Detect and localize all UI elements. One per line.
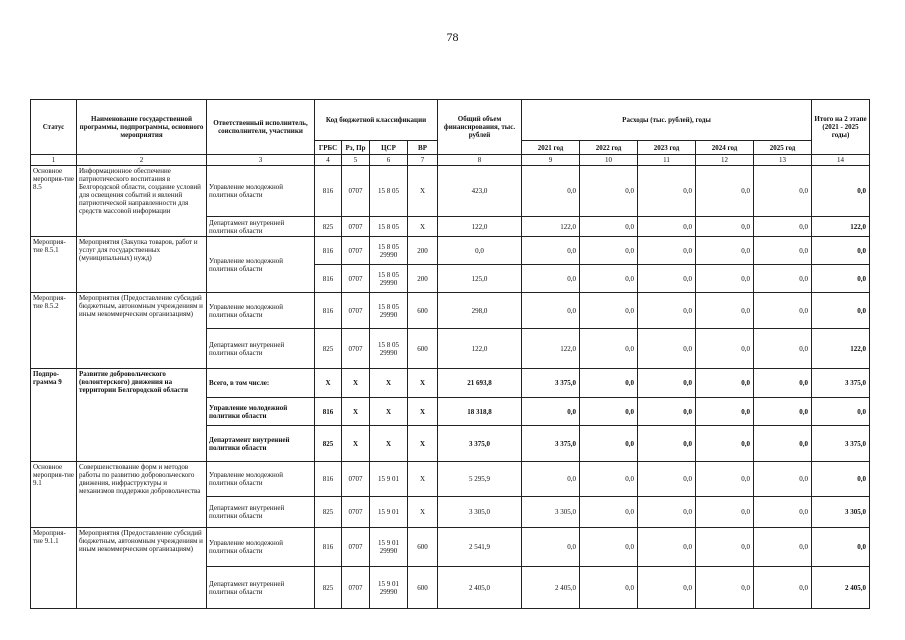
y2024-cell: 0,0 bbox=[696, 497, 754, 528]
y2022-cell: 0,0 bbox=[580, 329, 638, 369]
grbs-cell: 825 bbox=[315, 217, 342, 237]
csr-cell: 15 9 01 29990 bbox=[370, 528, 408, 567]
y2023-cell: 0,0 bbox=[638, 567, 696, 609]
header-name: Наименование государственной программы, подпрограммы, основного мероприятия bbox=[77, 100, 207, 155]
y2025-cell: 0,0 bbox=[754, 265, 812, 293]
table-row bbox=[31, 528, 870, 567]
rzpr-cell: 0707 bbox=[342, 293, 370, 329]
y2025-cell: 0,0 bbox=[754, 497, 812, 528]
rzpr-cell: 0707 bbox=[342, 237, 370, 265]
status-cell: Мероприя-тие 8.5.2 bbox=[31, 293, 77, 369]
column-number: 4 bbox=[315, 155, 342, 166]
name-cell: Информационное обеспечение патриотического воспитания в Белгородской области, создание условий для освещения событий и явлений патриотической направленности для средств массовой информации bbox=[77, 166, 207, 237]
header-expenses: Расходы (тыс. рублей), годы bbox=[522, 100, 812, 141]
csr-cell: 15 8 05 bbox=[370, 217, 408, 237]
grbs-cell: X bbox=[315, 369, 342, 398]
status-cell: Мероприя-тие 9.1.1 bbox=[31, 528, 77, 609]
header-2025: 2025 год bbox=[754, 141, 812, 155]
executor-cell: Управление молодежной политики области bbox=[207, 293, 315, 329]
rzpr-cell: 0707 bbox=[342, 497, 370, 528]
stage-total-cell: 122,0 bbox=[812, 217, 870, 237]
header-budget-code: Код бюджетной классификации bbox=[315, 100, 438, 141]
y2023-cell: 0,0 bbox=[638, 329, 696, 369]
grbs-cell: 816 bbox=[315, 237, 342, 265]
y2025-cell: 0,0 bbox=[754, 217, 812, 237]
stage-total-cell: 0,0 bbox=[812, 166, 870, 217]
vr-cell: 200 bbox=[408, 237, 438, 265]
executor-cell: Управление молодежной политики области bbox=[207, 237, 315, 293]
y2022-cell: 0,0 bbox=[580, 398, 638, 426]
y2021-cell: 122,0 bbox=[522, 329, 580, 369]
header-total: Общий объем финансирования, тыс. рублей bbox=[438, 100, 522, 155]
y2021-cell: 3 375,0 bbox=[522, 426, 580, 462]
status-cell: Основное мероприя-тие 8.5 bbox=[31, 166, 77, 237]
grbs-cell: 816 bbox=[315, 166, 342, 217]
grbs-cell: 825 bbox=[315, 426, 342, 462]
rzpr-cell: 0707 bbox=[342, 528, 370, 567]
status-cell: Основное мероприя-тие 9.1 bbox=[31, 462, 77, 528]
y2024-cell: 0,0 bbox=[696, 567, 754, 609]
y2021-cell: 0,0 bbox=[522, 398, 580, 426]
y2022-cell: 0,0 bbox=[580, 237, 638, 265]
y2022-cell: 0,0 bbox=[580, 293, 638, 329]
page-number: 78 bbox=[446, 30, 459, 44]
total-cell: 18 318,8 bbox=[438, 398, 522, 426]
executor-cell: Департамент внутренней политики области bbox=[207, 217, 315, 237]
y2025-cell: 0,0 bbox=[754, 398, 812, 426]
rzpr-cell: X bbox=[342, 398, 370, 426]
stage-total-cell: 2 405,0 bbox=[812, 567, 870, 609]
csr-cell: 15 8 05 29990 bbox=[370, 329, 408, 369]
y2021-cell: 0,0 bbox=[522, 166, 580, 217]
column-number: 7 bbox=[408, 155, 438, 166]
y2022-cell: 0,0 bbox=[580, 497, 638, 528]
y2025-cell: 0,0 bbox=[754, 462, 812, 497]
grbs-cell: 816 bbox=[315, 462, 342, 497]
y2021-cell: 0,0 bbox=[522, 237, 580, 265]
header-vr: ВР bbox=[408, 141, 438, 155]
status-cell: Подпро-грамма 9 bbox=[31, 369, 77, 462]
stage-total-cell: 0,0 bbox=[812, 293, 870, 329]
rzpr-cell: X bbox=[342, 369, 370, 398]
vr-cell: 600 bbox=[408, 567, 438, 609]
rzpr-cell: 0707 bbox=[342, 329, 370, 369]
rzpr-cell: 0707 bbox=[342, 462, 370, 497]
name-cell: Мероприятия (Предоставление субсидий бюджетным, автономным учреждениям и иным некоммерческим организациям) bbox=[77, 293, 207, 369]
rzpr-cell: 0707 bbox=[342, 217, 370, 237]
y2024-cell: 0,0 bbox=[696, 528, 754, 567]
executor-cell: Департамент внутренней политики области bbox=[207, 567, 315, 609]
header-2021: 2021 год bbox=[522, 141, 580, 155]
y2023-cell: 0,0 bbox=[638, 528, 696, 567]
grbs-cell: 825 bbox=[315, 497, 342, 528]
vr-cell: 600 bbox=[408, 329, 438, 369]
table-row bbox=[31, 369, 870, 398]
y2022-cell: 0,0 bbox=[580, 462, 638, 497]
column-number: 3 bbox=[207, 155, 315, 166]
executor-cell: Управление молодежной политики области bbox=[207, 398, 315, 426]
y2023-cell: 0,0 bbox=[638, 237, 696, 265]
column-number: 6 bbox=[370, 155, 408, 166]
budget-table bbox=[30, 99, 870, 609]
y2024-cell: 0,0 bbox=[696, 398, 754, 426]
rzpr-cell: X bbox=[342, 426, 370, 462]
header-rzpr: Рз, Пр bbox=[342, 141, 370, 155]
executor-cell: Управление молодежной политики области bbox=[207, 462, 315, 497]
y2021-cell: 122,0 bbox=[522, 217, 580, 237]
column-number: 12 bbox=[696, 155, 754, 166]
csr-cell: 15 8 05 29990 bbox=[370, 265, 408, 293]
y2024-cell: 0,0 bbox=[696, 265, 754, 293]
header-stage-total: Итого на 2 этапе (2021 - 2025 годы) bbox=[812, 100, 870, 155]
csr-cell: X bbox=[370, 426, 408, 462]
y2022-cell: 0,0 bbox=[580, 528, 638, 567]
total-cell: 2 405,0 bbox=[438, 567, 522, 609]
y2024-cell: 0,0 bbox=[696, 329, 754, 369]
total-cell: 0,0 bbox=[438, 237, 522, 265]
rzpr-cell: 0707 bbox=[342, 166, 370, 217]
y2024-cell: 0,0 bbox=[696, 166, 754, 217]
y2025-cell: 0,0 bbox=[754, 369, 812, 398]
table-row bbox=[31, 237, 870, 265]
y2023-cell: 0,0 bbox=[638, 217, 696, 237]
y2024-cell: 0,0 bbox=[696, 237, 754, 265]
y2021-cell: 3 375,0 bbox=[522, 369, 580, 398]
vr-cell: X bbox=[408, 462, 438, 497]
executor-cell: Департамент внутренней политики области bbox=[207, 329, 315, 369]
y2021-cell: 0,0 bbox=[522, 528, 580, 567]
total-cell: 125,0 bbox=[438, 265, 522, 293]
csr-cell: 15 8 05 29990 bbox=[370, 293, 408, 329]
total-cell: 3 375,0 bbox=[438, 426, 522, 462]
y2023-cell: 0,0 bbox=[638, 293, 696, 329]
y2023-cell: 0,0 bbox=[638, 369, 696, 398]
y2024-cell: 0,0 bbox=[696, 462, 754, 497]
stage-total-cell: 0,0 bbox=[812, 398, 870, 426]
header-csr: ЦСР bbox=[370, 141, 408, 155]
csr-cell: 15 9 01 29990 bbox=[370, 567, 408, 609]
grbs-cell: 816 bbox=[315, 265, 342, 293]
rzpr-cell: 0707 bbox=[342, 265, 370, 293]
y2024-cell: 0,0 bbox=[696, 369, 754, 398]
header-grbs: ГРБС bbox=[315, 141, 342, 155]
table-row bbox=[31, 166, 870, 217]
total-cell: 423,0 bbox=[438, 166, 522, 217]
column-number: 8 bbox=[438, 155, 522, 166]
column-number: 5 bbox=[342, 155, 370, 166]
csr-cell: 15 8 05 bbox=[370, 166, 408, 217]
y2025-cell: 0,0 bbox=[754, 528, 812, 567]
y2022-cell: 0,0 bbox=[580, 426, 638, 462]
stage-total-cell: 0,0 bbox=[812, 237, 870, 265]
vr-cell: X bbox=[408, 426, 438, 462]
y2021-cell: 0,0 bbox=[522, 462, 580, 497]
name-cell: Мероприятия (Закупка товаров, работ и услуг для государственных (муниципальных) нужд) bbox=[77, 237, 207, 293]
stage-total-cell: 3 375,0 bbox=[812, 426, 870, 462]
y2022-cell: 0,0 bbox=[580, 166, 638, 217]
vr-cell: 600 bbox=[408, 528, 438, 567]
y2024-cell: 0,0 bbox=[696, 293, 754, 329]
table-row bbox=[31, 462, 870, 497]
table-row bbox=[31, 293, 870, 329]
y2023-cell: 0,0 bbox=[638, 265, 696, 293]
y2025-cell: 0,0 bbox=[754, 293, 812, 329]
stage-total-cell: 0,0 bbox=[812, 462, 870, 497]
executor-cell: Департамент внутренней политики области bbox=[207, 497, 315, 528]
csr-cell: 15 9 01 bbox=[370, 462, 408, 497]
status-cell: Мероприя-тие 8.5.1 bbox=[31, 237, 77, 293]
y2025-cell: 0,0 bbox=[754, 567, 812, 609]
y2023-cell: 0,0 bbox=[638, 497, 696, 528]
total-cell: 298,0 bbox=[438, 293, 522, 329]
name-cell: Совершенствование форм и методов работы по развитию добровольческого движения, инфраструктуры и механизмов поддержки добровольчества bbox=[77, 462, 207, 528]
vr-cell: X bbox=[408, 217, 438, 237]
name-cell: Мероприятия (Предоставление субсидий бюджетным, автономным учреждениям и иным некоммерческим организациям) bbox=[77, 528, 207, 609]
grbs-cell: 825 bbox=[315, 567, 342, 609]
column-number: 11 bbox=[638, 155, 696, 166]
y2023-cell: 0,0 bbox=[638, 398, 696, 426]
total-cell: 5 295,9 bbox=[438, 462, 522, 497]
header-2023: 2023 год bbox=[638, 141, 696, 155]
column-number: 13 bbox=[754, 155, 812, 166]
grbs-cell: 816 bbox=[315, 293, 342, 329]
csr-cell: X bbox=[370, 398, 408, 426]
vr-cell: X bbox=[408, 398, 438, 426]
y2025-cell: 0,0 bbox=[754, 426, 812, 462]
grbs-cell: 816 bbox=[315, 398, 342, 426]
header-executor: Ответственный исполнитель, соисполнители, участники bbox=[207, 100, 315, 155]
csr-cell: 15 8 05 29990 bbox=[370, 237, 408, 265]
vr-cell: X bbox=[408, 166, 438, 217]
vr-cell: X bbox=[408, 497, 438, 528]
grbs-cell: 825 bbox=[315, 329, 342, 369]
y2021-cell: 0,0 bbox=[522, 265, 580, 293]
header-2022: 2022 год bbox=[580, 141, 638, 155]
y2023-cell: 0,0 bbox=[638, 166, 696, 217]
y2025-cell: 0,0 bbox=[754, 237, 812, 265]
vr-cell: X bbox=[408, 369, 438, 398]
column-number: 10 bbox=[580, 155, 638, 166]
header-status: Статус bbox=[31, 100, 77, 155]
y2021-cell: 0,0 bbox=[522, 293, 580, 329]
stage-total-cell: 0,0 bbox=[812, 265, 870, 293]
column-number: 1 bbox=[31, 155, 77, 166]
stage-total-cell: 3 305,0 bbox=[812, 497, 870, 528]
y2025-cell: 0,0 bbox=[754, 166, 812, 217]
column-number: 9 bbox=[522, 155, 580, 166]
y2023-cell: 0,0 bbox=[638, 462, 696, 497]
header-2024: 2024 год bbox=[696, 141, 754, 155]
rzpr-cell: 0707 bbox=[342, 567, 370, 609]
grbs-cell: 816 bbox=[315, 528, 342, 567]
name-cell: Развитие добровольческого (волонтерского) движения на территории Белгородской области bbox=[77, 369, 207, 462]
y2021-cell: 3 305,0 bbox=[522, 497, 580, 528]
csr-cell: X bbox=[370, 369, 408, 398]
y2025-cell: 0,0 bbox=[754, 329, 812, 369]
vr-cell: 200 bbox=[408, 265, 438, 293]
y2022-cell: 0,0 bbox=[580, 217, 638, 237]
total-cell: 122,0 bbox=[438, 329, 522, 369]
stage-total-cell: 122,0 bbox=[812, 329, 870, 369]
stage-total-cell: 0,0 bbox=[812, 528, 870, 567]
executor-cell: Департамент внутренней политики области bbox=[207, 426, 315, 462]
y2024-cell: 0,0 bbox=[696, 217, 754, 237]
total-cell: 2 541,9 bbox=[438, 528, 522, 567]
stage-total-cell: 3 375,0 bbox=[812, 369, 870, 398]
executor-cell: Всего, в том числе: bbox=[207, 369, 315, 398]
total-cell: 3 305,0 bbox=[438, 497, 522, 528]
y2022-cell: 0,0 bbox=[580, 369, 638, 398]
csr-cell: 15 9 01 bbox=[370, 497, 408, 528]
executor-cell: Управление молодежной политики области bbox=[207, 528, 315, 567]
column-number: 14 bbox=[812, 155, 870, 166]
y2022-cell: 0,0 bbox=[580, 265, 638, 293]
y2024-cell: 0,0 bbox=[696, 426, 754, 462]
total-cell: 122,0 bbox=[438, 217, 522, 237]
y2023-cell: 0,0 bbox=[638, 426, 696, 462]
column-number: 2 bbox=[77, 155, 207, 166]
total-cell: 21 693,8 bbox=[438, 369, 522, 398]
executor-cell: Управление молодежной политики области bbox=[207, 166, 315, 217]
vr-cell: 600 bbox=[408, 293, 438, 329]
y2022-cell: 0,0 bbox=[580, 567, 638, 609]
y2021-cell: 2 405,0 bbox=[522, 567, 580, 609]
